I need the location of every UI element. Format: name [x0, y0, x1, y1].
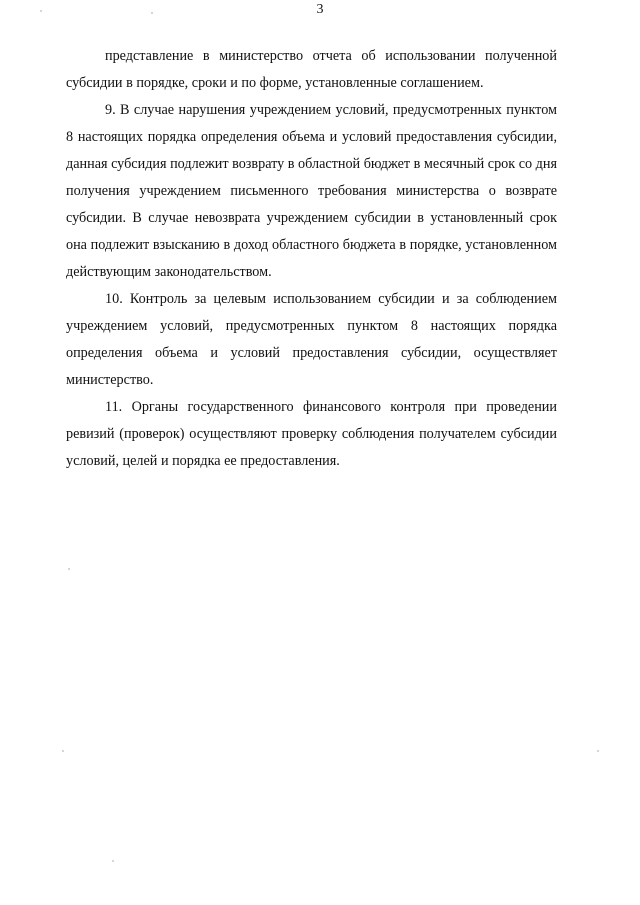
paragraph-11: 11. Органы государственного финансового контроля при проведении ревизий (проверок) осуществляют проверку соблюдения получателем субсидии условий, целей и порядка ее предоставления. — [66, 399, 557, 469]
scan-speck — [68, 568, 70, 570]
document-body — [66, 43, 557, 475]
scan-speck — [62, 750, 64, 752]
scan-speck — [40, 10, 42, 12]
paragraph-10: 10. Контроль за целевым использованием субсидии и за соблюдением учреждением условий, предусмотренных пунктом 8 настоящих порядка определения объема и условий предоставления субсидии, осуществляет министерство. — [66, 291, 557, 388]
paragraph-9: 9. В случае нарушения учреждением условий, предусмотренных пунктом 8 настоящих порядка определения объема и условий предоставления субсидии, данная субсидия подлежит возврату в областной бюджет в месячный срок со дня получения учреждением письменного требования министерства о возврате субсидии. В случае невозврата учреждением субсидии в установленный срок она подлежит взысканию в доход областного бюджета в порядке, установленном действующим законодательством. — [66, 102, 557, 280]
scan-speck — [597, 750, 599, 752]
scan-speck — [112, 860, 114, 862]
page-number: 3 — [316, 2, 324, 17]
scan-speck — [151, 12, 153, 14]
paragraph-continuation: представление в министерство отчета об использовании полученной субсидии в порядке, сроки и по форме, установленные соглашением. — [66, 48, 557, 91]
